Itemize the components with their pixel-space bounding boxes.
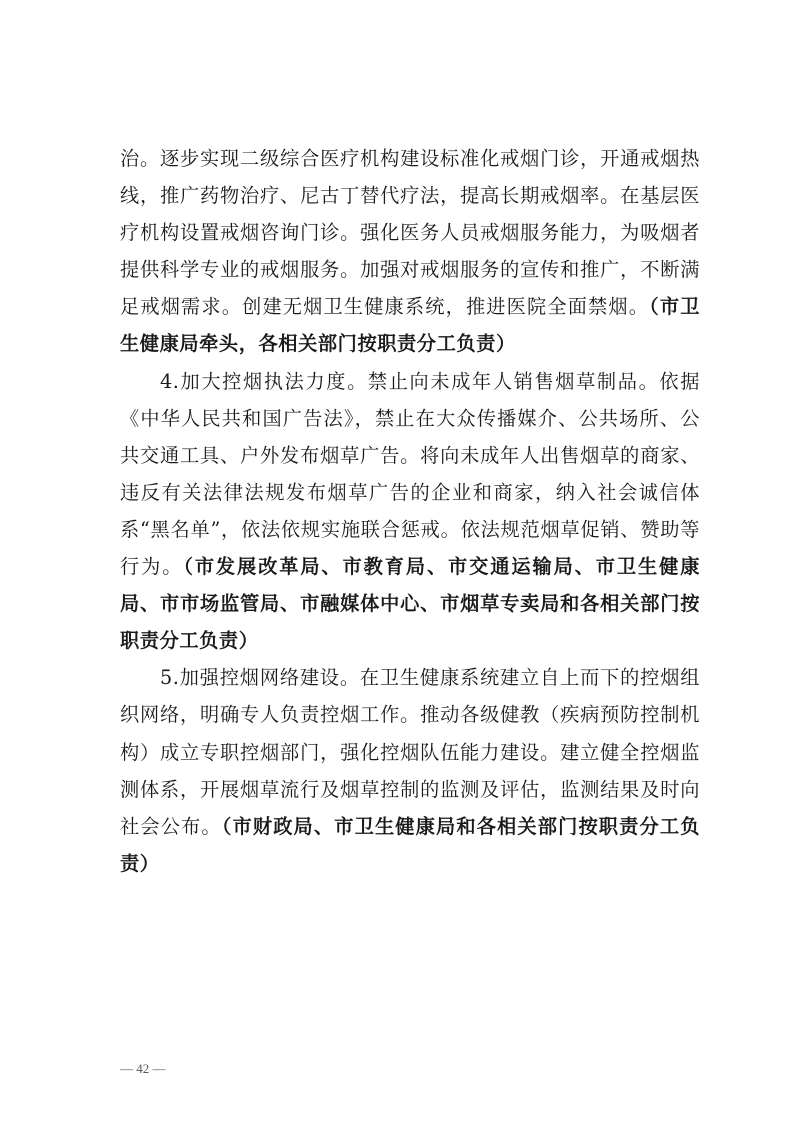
paragraph-text: 治。逐步实现二级综合医疗机构建设标准化戒烟门诊，开通戒烟热线，推广药物治疗、尼古丁替代疗法，提高长期戒烟率。在基层医疗机构设置戒烟咨询门诊。强化医务人员戒烟服务能力，为吸烟者提供科学专业的戒烟服务。加强对戒烟服务的宣传和推广，不断满足戒烟需求。创建无烟卫生健康系统，推进医院全面禁烟。 xyxy=(120,147,700,319)
paragraph-text: 5.加强控烟网络建设。在卫生健康系统建立自上而下的控烟组织网络，明确专人负责控烟工作。推动各级健教（疾病预防控制机构）成立专职控烟部门，强化控烟队伍能力建设。建立健全控烟监测体系，开展烟草流行及烟草控制的监测及评估，监测结果及时向社会公布。 xyxy=(120,666,700,838)
paragraph-text: 4.加大控烟执法力度。禁止向未成年人销售烟草制品。依据《中华人民共和国广告法》，禁止在大众传播媒介、公共场所、公共交通工具、户外发布烟草广告。将向未成年人出售烟草的商家、违反有关法律法规发布烟草广告的企业和商家，纳入社会诚信体系“黑名单”，依法依规实施联合惩戒。依法规范烟草促销、赞助等行为。 xyxy=(120,369,700,579)
page-number: — 42 — xyxy=(120,1061,166,1076)
responsibility-note: （市发展改革局、市教育局、市交通运输局、市卫生健康局、市市场监管局、市融媒体中心、市烟草专卖局和各相关部门按职责分工负责） xyxy=(120,555,700,653)
paragraph-enforcement xyxy=(120,363,700,660)
responsibility-note: （市财政局、市卫生健康局和各相关部门按职责分工负责） xyxy=(120,814,700,875)
paragraph-network-building xyxy=(120,659,700,882)
responsibility-note: （市卫生健康局牵头，各相关部门按职责分工负责） xyxy=(120,295,700,356)
body-text xyxy=(120,140,700,882)
paragraph-smoking-cessation-services xyxy=(120,140,700,363)
